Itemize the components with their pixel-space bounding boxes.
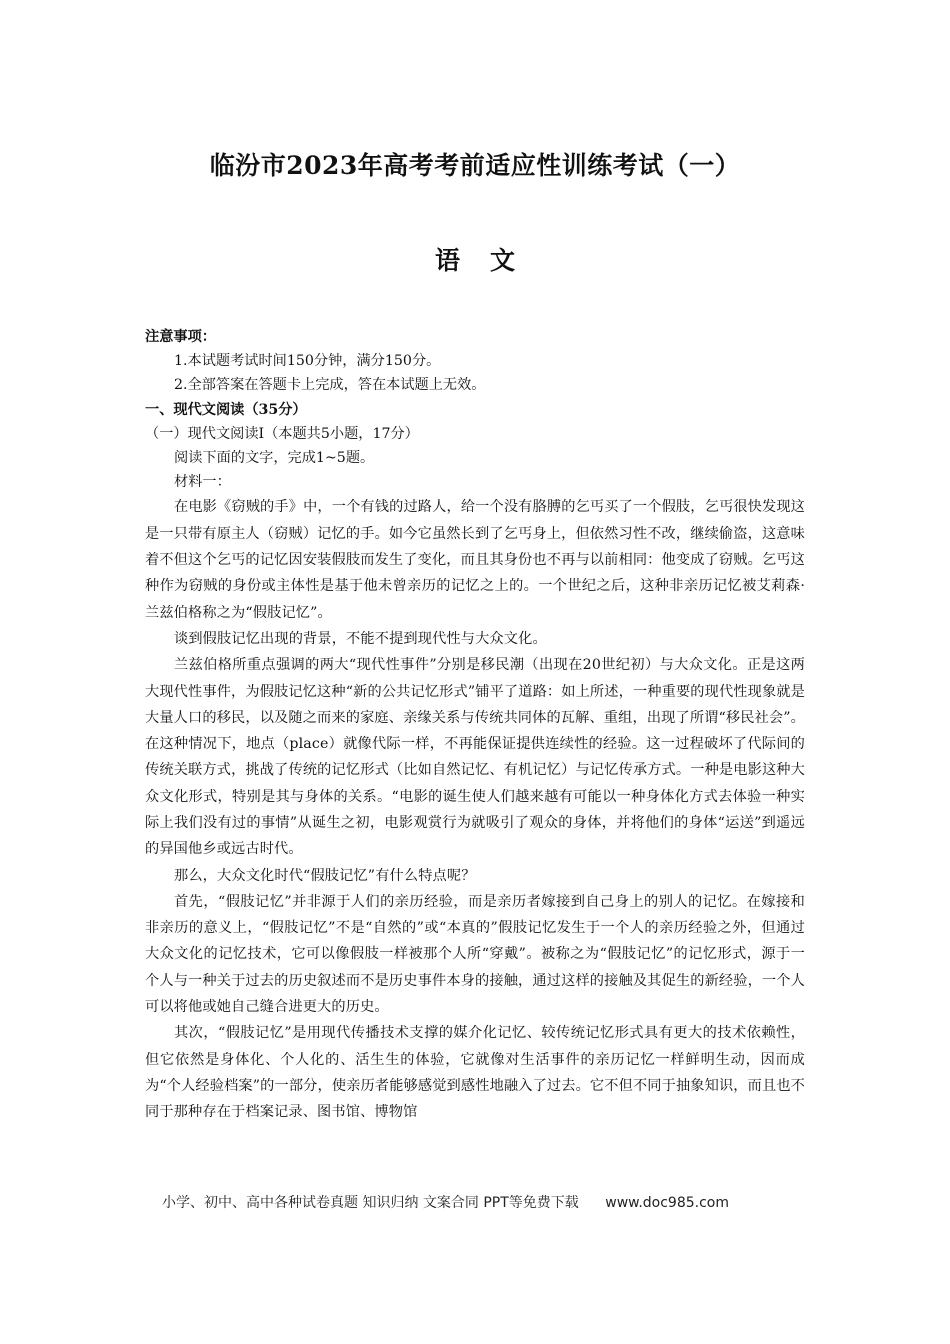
notice-heading: 注意事项：: [145, 329, 216, 345]
footer-text: 小学、初中、高中各种试卷真题 知识归纳 文案合同 PPT等免费下载: [162, 1195, 579, 1211]
exam-title: 临汾市2023年高考考前适应性训练考试（一）: [209, 151, 741, 180]
section-heading: 一、现代文阅读（35分）: [145, 401, 307, 418]
material-label: 材料一：: [174, 474, 231, 491]
exam-content: [145, 325, 805, 1126]
article-paragraph: 首先，“假肢记忆”并非源于人们的亲历经验，而是亲历者嫁接到自己身上的别人的记忆。在嫁接和非亲历的意义上，“假肢记忆”不是“自然的”或“本真的”假肢记忆发生于一个人的亲历经验之外，但通过大众文化的记忆技术，它可以像假肢一样被那个人所“穿戴”。被称之为“假肢记忆”的记忆形式，源于一个人与一种关于过去的历史叙述而不是历史事件本身的接触，通过这样的接触及其促生的新经验，一个人可以将他或她自己缝合进更大的历史。: [145, 893, 805, 1016]
instruction: 阅读下面的文字，完成1~5题。: [174, 450, 375, 467]
notice-item: 2.全部答案在答题卡上完成，答在本试题上无效。: [174, 377, 486, 394]
article-paragraph: 兰兹伯格所重点强调的两大“现代性事件”分别是移民潮（出现在20世纪初）与大众文化。正是这两大现代性事件，为假肢记忆这种“新的公共记忆形式”铺平了道路：如上所述，一种重要的现代性现象就是大量人口的移民，以及随之而来的家庭、亲缘关系与传统共同体的瓦解、重组，出现了所谓“移民社会”。在这种情况下，地点（place）就像代际一样，不再能保证提供连续性的经验。这一过程破坏了代际间的传统关联方式，挑战了传统的记忆形式（比如自然记忆、有机记忆）与记忆传承方式。一种是电影这种大众文化形式，特别是其与身体的关系。“电影的诞生使人们越来越有可能以一种身体化方式去体验一种实际上我们没有过的事情”从诞生之初，电影观赏行为就吸引了观众的身体，并将他们的身体“运送”到遥远的异国他乡或远古时代。: [145, 657, 805, 858]
subject-title: 语文: [434, 246, 545, 275]
footer-banner: [162, 1192, 729, 1212]
footer-url-link[interactable]: www.doc985.com: [605, 1195, 729, 1211]
article-paragraph: 那么，大众文化时代“假肢记忆”有什么特点呢？: [174, 867, 476, 884]
article-paragraph: 其次，“假肢记忆”是用现代传播技术支撑的媒介化记忆、较传统记忆形式具有更大的技术依赖性，但它依然是身体化、个人化的、活生生的体验，它就像对生活事件的亲历记忆一样鲜明生动，因而成为“个人经验档案”的一部分，使亲历者能够感觉到感性地融入了过去。它不但不同于抽象知识，而且也不同于那种存在于档案记录、图书馆、博物馆: [145, 1025, 805, 1121]
article-paragraph: 在电影《窃贼的手》中，一个有钱的过路人，给一个没有胳膊的乞丐买了一个假肢，乞丐很快发现这是一只带有原主人（窃贼）记忆的手。如今它虽然长到了乞丐身上，但依然习性不改，继续偷盗，这意味着不但这个乞丐的记忆因安装假肢而发生了变化，而且其身份也不再与以前相同：他变成了窃贼。乞丐这种作为窃贼的身份或主体性是基于他未曾亲历的记忆之上的。一个世纪之后，这种非亲历记忆被艾莉森·兰兹伯格称之为“假肢记忆”。: [145, 499, 805, 621]
article-paragraph: 谈到假肢记忆出现的背景，不能不提到现代性与大众文化。: [174, 630, 547, 647]
notice-item: 1.本试题考试时间150分钟，满分150分。: [174, 353, 441, 370]
sub-section-heading: （一）现代文阅读Ⅰ（本题共5小题，17分）: [145, 425, 419, 442]
